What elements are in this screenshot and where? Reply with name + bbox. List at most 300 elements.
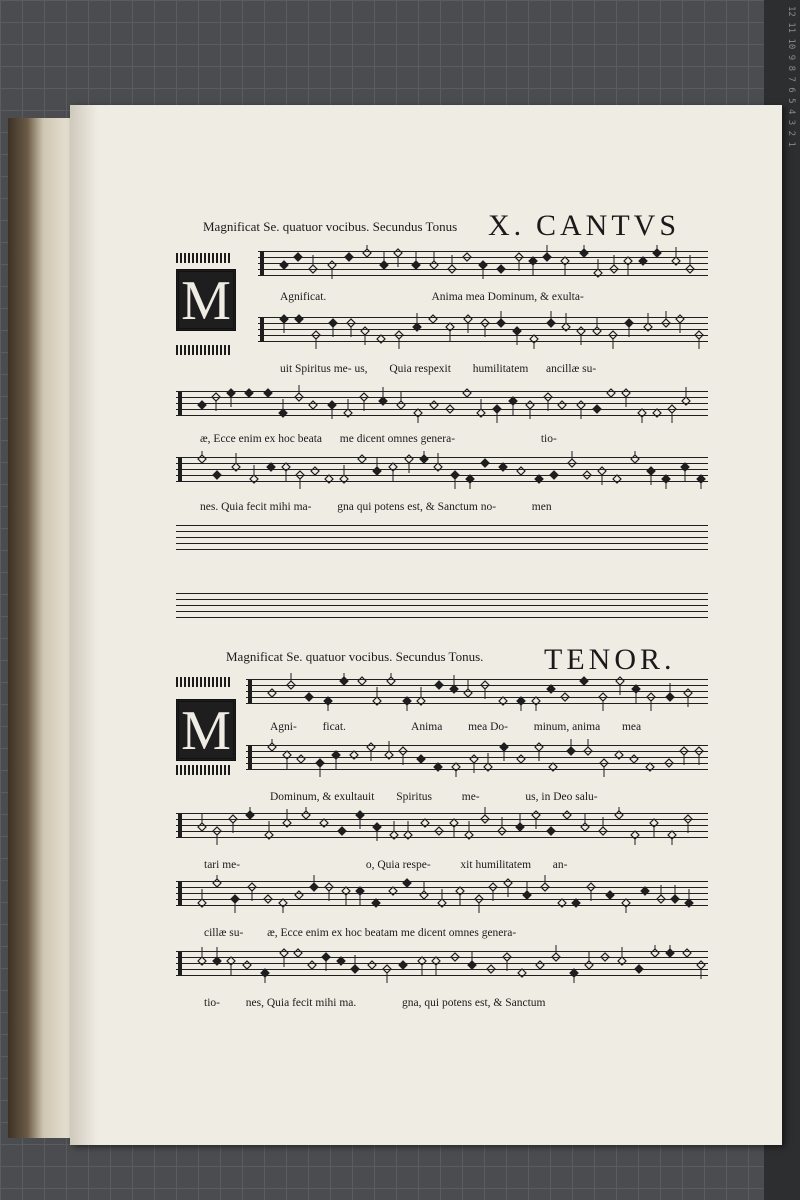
- tenor-header: Magnificat Se. quatuor vocibus. Secundus Tonus.: [226, 649, 484, 664]
- note-head: [405, 455, 413, 463]
- note-head: [328, 401, 336, 409]
- lyric: ancillæ: [546, 363, 580, 375]
- lyric: Agni-: [270, 721, 297, 733]
- note-head: [587, 883, 595, 891]
- note-head: [517, 467, 525, 475]
- note-head: [421, 819, 429, 827]
- note-head: [373, 823, 381, 831]
- note-head: [535, 475, 543, 483]
- lyric: omnes: [387, 433, 418, 445]
- note-head: [232, 463, 240, 471]
- note-head: [601, 953, 609, 961]
- lyric: in Deo: [541, 791, 573, 803]
- note-head: [513, 327, 521, 335]
- note-head: [351, 965, 359, 973]
- decorated-initial: [176, 699, 236, 761]
- lyric: us,: [525, 791, 539, 803]
- note-head: [682, 397, 690, 405]
- note-head: [549, 763, 557, 771]
- note-head: [305, 693, 313, 701]
- cantus-lyrics-2: [280, 363, 596, 375]
- note-head: [600, 759, 608, 767]
- lyric: beatam: [364, 927, 398, 939]
- note-head: [337, 957, 345, 965]
- empty-staff-1: [176, 525, 708, 551]
- note-head: [470, 755, 478, 763]
- clef: [178, 457, 182, 481]
- lyric: tio-: [204, 997, 220, 1009]
- note-head: [646, 763, 654, 771]
- note-head: [372, 899, 380, 907]
- lyric: humilitatem: [472, 363, 529, 375]
- note-head: [316, 759, 324, 767]
- note-head: [481, 459, 489, 467]
- lyric: Agnificat.: [280, 291, 327, 303]
- note-head: [497, 319, 505, 327]
- note-head: [464, 689, 472, 697]
- lyric: men: [531, 501, 552, 513]
- initial-ornament-top: [176, 253, 232, 263]
- note-head: [463, 253, 471, 261]
- music-notes: [258, 245, 708, 283]
- note-head: [448, 265, 456, 273]
- note-head: [552, 953, 560, 961]
- note-head: [558, 899, 566, 907]
- cantus-staff-4: [176, 457, 708, 483]
- note-head: [302, 811, 310, 819]
- lyric: no-: [480, 501, 497, 513]
- note-head: [311, 467, 319, 475]
- lyric: est,: [407, 501, 423, 513]
- note-head: [446, 323, 454, 331]
- note-head: [529, 257, 537, 265]
- note-head: [212, 393, 220, 401]
- note-head: [631, 831, 639, 839]
- note-head: [625, 319, 633, 327]
- tenor-lyrics-2: [270, 791, 598, 803]
- cantus-lyrics-4: [200, 501, 552, 513]
- note-head: [379, 397, 387, 405]
- note-head: [657, 895, 665, 903]
- lyric: Anima: [431, 291, 463, 303]
- cantus-lyrics-1: [280, 291, 710, 303]
- note-head: [438, 899, 446, 907]
- note-head: [261, 969, 269, 977]
- note-head: [450, 685, 458, 693]
- lyric: potens: [441, 997, 472, 1009]
- lyric: nes,: [245, 997, 264, 1009]
- note-head: [593, 327, 601, 335]
- note-head: [356, 811, 364, 819]
- note-head: [464, 315, 472, 323]
- cantus-lyrics-3: [200, 433, 557, 445]
- note-head: [463, 389, 471, 397]
- note-head: [695, 747, 703, 755]
- note-head: [231, 895, 239, 903]
- note-head: [332, 751, 340, 759]
- note-head: [615, 811, 623, 819]
- note-head: [227, 957, 235, 965]
- note-head: [213, 827, 221, 835]
- note-head: [344, 409, 352, 417]
- note-head: [481, 319, 489, 327]
- lyric: su-: [582, 363, 597, 375]
- cantus-number: X.: [488, 209, 526, 242]
- note-head: [697, 475, 705, 483]
- lyric: Anima: [411, 721, 443, 733]
- note-head: [446, 405, 454, 413]
- note-head: [518, 969, 526, 977]
- lyric: tio-: [540, 433, 557, 445]
- note-head: [570, 969, 578, 977]
- note-head: [267, 463, 275, 471]
- note-head: [479, 261, 487, 269]
- note-head: [246, 811, 254, 819]
- note-head: [198, 957, 206, 965]
- note-head: [593, 405, 601, 413]
- tenor-staff-5: [176, 951, 708, 977]
- note-head: [412, 261, 420, 269]
- lyric: respexit: [414, 363, 451, 375]
- lyric: xit: [460, 859, 473, 871]
- note-head: [585, 961, 593, 969]
- lyric: mea: [468, 721, 488, 733]
- lyric: enim: [305, 927, 329, 939]
- note-head: [279, 409, 287, 417]
- note-head: [498, 827, 506, 835]
- tenor-staff-1: [246, 679, 708, 705]
- note-head: [435, 827, 443, 835]
- note-head: [347, 319, 355, 327]
- tenor-lyrics-3: [204, 859, 567, 871]
- note-head: [632, 685, 640, 693]
- note-head: [294, 253, 302, 261]
- note-head: [280, 949, 288, 957]
- lyric: fecit: [246, 501, 267, 513]
- lyric: o,: [365, 859, 375, 871]
- note-head: [580, 677, 588, 685]
- note-head: [373, 697, 381, 705]
- music-notes: [176, 807, 708, 845]
- note-head: [607, 389, 615, 397]
- note-head: [532, 811, 540, 819]
- note-head: [450, 819, 458, 827]
- lyric: beata: [297, 433, 322, 445]
- lyric: salu-: [575, 791, 598, 803]
- lyric: æ,: [267, 927, 278, 939]
- note-head: [309, 401, 317, 409]
- note-head: [547, 685, 555, 693]
- tenor-staff-4: [176, 881, 708, 907]
- note-head: [389, 463, 397, 471]
- note-head: [668, 831, 676, 839]
- tenor-voice-title: TENOR.: [544, 643, 676, 676]
- lyric: qui: [424, 997, 440, 1009]
- note-head: [477, 409, 485, 417]
- note-head: [583, 471, 591, 479]
- note-head: [430, 401, 438, 409]
- note-head: [563, 811, 571, 819]
- lyric: Ecce: [213, 433, 236, 445]
- note-head: [358, 455, 366, 463]
- lyric: mea: [465, 291, 485, 303]
- note-head: [229, 815, 237, 823]
- note-head: [639, 257, 647, 265]
- note-head: [672, 257, 680, 265]
- note-head: [647, 467, 655, 475]
- cantus-staff-1: [258, 251, 708, 277]
- note-head: [684, 689, 692, 697]
- note-head: [294, 949, 302, 957]
- note-head: [466, 475, 474, 483]
- note-head: [665, 759, 673, 767]
- note-head: [581, 823, 589, 831]
- note-head: [644, 323, 652, 331]
- lyric: uit: [280, 363, 293, 375]
- note-head: [308, 961, 316, 969]
- note-head: [329, 319, 337, 327]
- note-head: [245, 389, 253, 397]
- lyric: Spiritus: [295, 363, 331, 375]
- note-head: [684, 815, 692, 823]
- lyric: Sanctum: [437, 501, 478, 513]
- decorated-initial: [176, 269, 236, 331]
- note-head: [324, 697, 332, 705]
- note-head: [631, 455, 639, 463]
- note-head: [468, 961, 476, 969]
- note-head: [547, 319, 555, 327]
- lyric: æ,: [200, 433, 211, 445]
- lyric: Quia: [377, 859, 400, 871]
- note-head: [594, 269, 602, 277]
- note-head: [413, 323, 421, 331]
- lyric: ficat.: [322, 721, 346, 733]
- note-head: [503, 953, 511, 961]
- note-head: [666, 693, 674, 701]
- note-head: [666, 949, 674, 957]
- music-notes: [176, 875, 708, 913]
- note-head: [342, 887, 350, 895]
- ruler-marks: 12 11 10 9 8 7 6 5 4 3 2 1: [786, 6, 796, 147]
- note-head: [268, 689, 276, 697]
- music-notes: [176, 385, 708, 423]
- note-head: [561, 693, 569, 701]
- note-head: [297, 755, 305, 763]
- note-head: [499, 697, 507, 705]
- note-head: [280, 315, 288, 323]
- note-head: [516, 823, 524, 831]
- note-head: [350, 751, 358, 759]
- note-head: [650, 819, 658, 827]
- note-head: [280, 261, 288, 269]
- note-head: [653, 409, 661, 417]
- note-head: [481, 681, 489, 689]
- cantus-voice-title: CANTVS: [536, 209, 681, 242]
- lyric: Quia: [221, 501, 244, 513]
- note-head: [452, 763, 460, 771]
- tenor-lyrics-1: [270, 721, 641, 733]
- music-notes: [258, 311, 708, 349]
- lyric: est,: [474, 997, 491, 1009]
- note-head: [383, 965, 391, 973]
- lyric: tari: [204, 859, 220, 871]
- tenor-lyrics-5: [204, 997, 545, 1009]
- note-head: [509, 397, 517, 405]
- note-head: [558, 401, 566, 409]
- note-head: [282, 463, 290, 471]
- music-notes: [246, 673, 708, 711]
- note-head: [543, 253, 551, 261]
- note-head: [397, 401, 405, 409]
- note-head: [686, 265, 694, 273]
- note-head: [198, 899, 206, 907]
- clef: [178, 813, 182, 837]
- note-head: [395, 331, 403, 339]
- note-head: [296, 471, 304, 479]
- note-head: [497, 265, 505, 273]
- lyric: genera-: [481, 927, 517, 939]
- lyric: Quia: [266, 997, 290, 1009]
- note-head: [517, 755, 525, 763]
- note-head: [624, 257, 632, 265]
- note-head: [451, 471, 459, 479]
- note-head: [434, 763, 442, 771]
- note-head: [435, 681, 443, 689]
- note-head: [265, 831, 273, 839]
- lyric: enim: [238, 433, 262, 445]
- music-notes: [176, 451, 708, 489]
- note-head: [599, 693, 607, 701]
- lyric: minum,: [533, 721, 570, 733]
- clef: [178, 881, 182, 905]
- cantus-staff-3: [176, 391, 708, 417]
- note-head: [322, 953, 330, 961]
- note-head: [535, 743, 543, 751]
- note-head: [695, 331, 703, 339]
- note-head: [504, 879, 512, 887]
- note-head: [360, 393, 368, 401]
- note-head: [517, 697, 525, 705]
- lyric: me: [339, 433, 354, 445]
- music-notes: [246, 739, 708, 777]
- note-head: [198, 401, 206, 409]
- lyric: me-: [461, 791, 480, 803]
- note-head: [429, 315, 437, 323]
- note-head: [697, 961, 705, 969]
- note-head: [198, 455, 206, 463]
- note-head: [309, 265, 317, 273]
- note-head: [420, 891, 428, 899]
- tenor-staff-2: [246, 745, 708, 771]
- note-head: [361, 327, 369, 335]
- note-head: [610, 265, 618, 273]
- note-head: [541, 883, 549, 891]
- note-head: [598, 467, 606, 475]
- note-head: [641, 887, 649, 895]
- note-head: [390, 831, 398, 839]
- lyric: me-: [333, 363, 352, 375]
- note-head: [417, 755, 425, 763]
- note-head: [683, 949, 691, 957]
- lyric: Do-: [490, 721, 509, 733]
- note-head: [430, 261, 438, 269]
- note-head: [577, 327, 585, 335]
- note-head: [213, 471, 221, 479]
- note-head: [377, 335, 385, 343]
- lyric: me: [400, 927, 415, 939]
- note-head: [635, 965, 643, 973]
- note-head: [325, 475, 333, 483]
- note-head: [572, 899, 580, 907]
- note-head: [312, 331, 320, 339]
- note-head: [417, 697, 425, 705]
- note-head: [227, 389, 235, 397]
- lyric: dicent: [356, 433, 385, 445]
- note-head: [356, 887, 364, 895]
- lyric: fecit: [292, 997, 313, 1009]
- note-head: [283, 819, 291, 827]
- note-head: [662, 319, 670, 327]
- note-head: [616, 677, 624, 685]
- lyric: gna,: [402, 997, 422, 1009]
- initial-ornament-top: [176, 677, 232, 687]
- note-head: [613, 475, 621, 483]
- note-head: [358, 677, 366, 685]
- cantus-staff-2: [258, 317, 708, 343]
- note-head: [404, 831, 412, 839]
- note-head: [622, 899, 630, 907]
- note-head: [432, 957, 440, 965]
- note-head: [295, 891, 303, 899]
- empty-staff-2: [176, 593, 708, 619]
- lyric: qui potens: [356, 501, 405, 513]
- note-head: [295, 315, 303, 323]
- note-head: [243, 961, 251, 969]
- lyric: Dominum,: [487, 291, 538, 303]
- note-head: [340, 475, 348, 483]
- note-head: [418, 957, 426, 965]
- clef: [260, 317, 264, 341]
- lyric: omnes: [448, 927, 479, 939]
- note-head: [420, 455, 428, 463]
- lyric: mihi: [269, 501, 291, 513]
- note-head: [403, 697, 411, 705]
- tenor-lyrics-4: [204, 927, 516, 939]
- note-head: [385, 751, 393, 759]
- note-head: [363, 249, 371, 257]
- note-head: [213, 879, 221, 887]
- note-head: [544, 393, 552, 401]
- note-head: [248, 883, 256, 891]
- note-head: [399, 747, 407, 755]
- note-head: [653, 249, 661, 257]
- note-head: [561, 257, 569, 265]
- initial-ornament-bottom: [176, 765, 232, 775]
- tenor-staff-3: [176, 813, 708, 839]
- note-head: [562, 323, 570, 331]
- note-head: [567, 747, 575, 755]
- note-head: [532, 697, 540, 705]
- note-head: [630, 755, 638, 763]
- note-head: [340, 677, 348, 685]
- note-head: [568, 459, 576, 467]
- note-head: [606, 891, 614, 899]
- note-head: [325, 883, 333, 891]
- note-head: [310, 883, 318, 891]
- note-head: [550, 471, 558, 479]
- lyric: Sanctum: [505, 997, 546, 1009]
- note-head: [283, 751, 291, 759]
